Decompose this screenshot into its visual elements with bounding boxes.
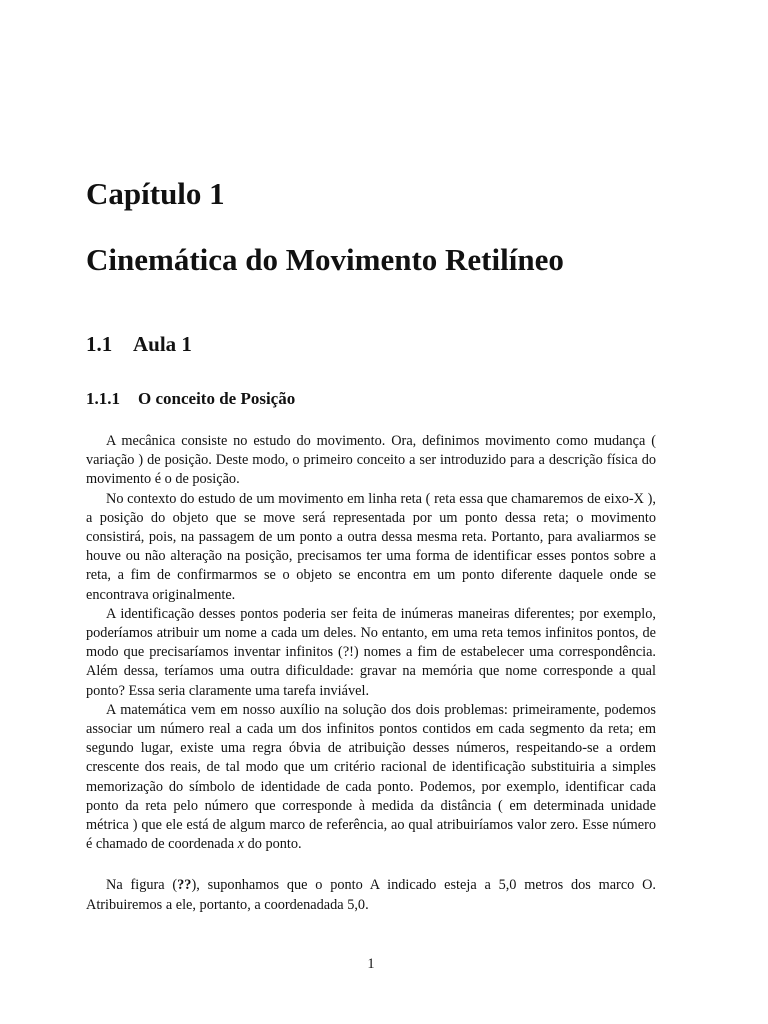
subsection-title: O conceito de Posição [138,389,296,408]
section-number: 1.1 [86,332,113,356]
chapter-label: Capítulo 1 [86,176,225,211]
body-text [86,432,656,915]
subsection-number: 1.1.1 [86,389,120,408]
section-title: Aula 1 [133,332,192,356]
paragraph-text: do ponto. [244,836,302,853]
section-heading [86,332,192,357]
document-page [86,0,656,1024]
math-variable: x [237,836,244,853]
paragraph: A identificação desses pontos poderia ser feita de inúmeras maneiras diferentes; por exemplo, poderíamos atribuir um nome a cada um deles. No entanto, em uma reta temos infinitos pontos, de modo que precisaríamos inventar infinitos (?!) nomes a fim de estabelecer uma correspondência. Além dessa, teríamos uma outra dificuldade: gravar na memória que nome corresponde a qual ponto? Essa seria claramente uma tarefa inviável. [86,605,656,699]
paragraph-text: Na figura ( [106,877,178,894]
paragraph: No contexto do estudo de um movimento em linha reta ( reta essa que chamaremos de eixo-X ), a posição do objeto que se move será representada por um ponto dessa reta; o movimento consistirá, pois, na passagem de um ponto a outra dessa mesma reta. Portanto, para avaliarmos se houve ou não alteração na posição, precisamos ter uma forma de identificar esses pontos sobre a reta, a fim de confirmarmos se o objeto se encontra em um ponto diferente daquele onde se encontrava originalmente. [86,490,656,603]
paragraph-text: A matemática vem em nosso auxílio na solução dos dois problemas: primeiramente, podemos associar um número real a cada um dos infinitos pontos contidos em cada segmento da reta; em segundo lugar, existe uma regra óbvia de atribuição desses números, respeitando-se a ordem crescente dos reais, de tal modo que um critério racional de identificação substituiria a simples memorização do símbolo de identidade de cada ponto. Podemos, por exemplo, identificar cada ponto da reta pelo número que corresponde à medida da distância ( em determinada unidade métrica ) que ele está de algum marco de referência, ao qual atribuiríamos valor zero. Esse número é chamado de coordenada [86,701,656,853]
subsection-heading [86,389,295,409]
page-number: 1 [367,956,375,972]
figure-reference[interactable]: ?? [177,877,192,894]
paragraph-text: ), suponhamos que o ponto A indicado esteja a 5,0 metros dos marco O. Atribuiremos a ele, portanto, a coordenadada 5,0. [86,877,657,913]
paragraph: A mecânica consiste no estudo do movimento. Ora, definimos movimento como mudança ( variação ) de posição. Deste modo, o primeiro conceito a ser introduzido para a descrição física do movimento é o de posição. [86,433,656,488]
chapter-title: Cinemática do Movimento Retilíneo [86,242,564,277]
paragraph [86,876,656,914]
paragraph [86,701,656,855]
